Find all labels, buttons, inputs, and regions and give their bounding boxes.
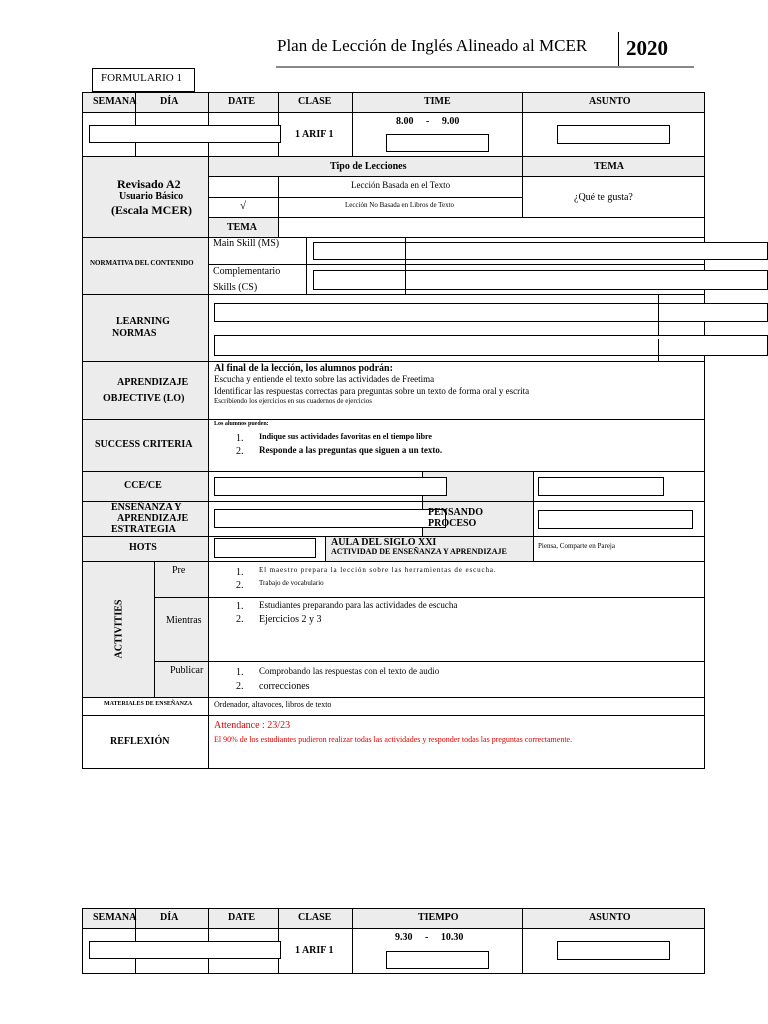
main-skill-label: Main Skill (MS) xyxy=(213,238,280,249)
success-num-2: 2. xyxy=(236,446,244,457)
objective-label-1: APRENDIZAJE xyxy=(117,377,189,388)
main-skill-input[interactable] xyxy=(313,242,768,260)
objective-item-2: Identificar las respuestas correctas para preguntas sobre un texto de forma oral y escrita xyxy=(214,386,530,396)
success-item-1: Indique sus actividades favoritas en el tiempo libre xyxy=(259,432,432,441)
pre-item-1: El maestro prepara la lección sobre las herramientas de escucha. xyxy=(259,566,497,574)
pre-label: Pre xyxy=(172,565,186,576)
publicar-label: Publicar xyxy=(170,665,204,676)
time-input[interactable] xyxy=(386,134,489,152)
asunto-input[interactable] xyxy=(557,125,670,144)
t2-asunto-input[interactable] xyxy=(557,941,670,960)
pensando-label-2: PROCESO xyxy=(428,518,477,529)
t2-col-semana-header: SEMANA xyxy=(93,912,137,923)
ensenanza-label-1: ENSEÑANZA Y xyxy=(111,502,182,513)
publicar-item-2: correcciones xyxy=(259,681,310,692)
t2-col-asunto-header: ASUNTO xyxy=(589,912,631,923)
pensando-input[interactable] xyxy=(538,510,693,529)
cce-input-2[interactable] xyxy=(538,477,664,496)
tema-value: ¿Qué te gusta? xyxy=(574,192,633,203)
complementary-skill-input[interactable] xyxy=(313,270,768,290)
objective-item-1: Escucha y entiende el texto sobre las actividades de Freetima xyxy=(214,374,435,384)
cce-label: CCE/CE xyxy=(124,480,162,491)
page-title: Plan de Lección de Inglés Alineado al MCER xyxy=(277,36,588,55)
publicar-num-1: 1. xyxy=(236,667,244,678)
pre-num-2: 2. xyxy=(236,580,244,591)
publicar-num-2: 2. xyxy=(236,681,244,692)
objective-item-3: Escribiendo los ejercicios en sus cuadernos de ejercicios xyxy=(214,397,373,405)
learning-norma-input-1[interactable] xyxy=(214,303,768,322)
mientras-item-1: Estudiantes preparando para las actividades de escucha xyxy=(259,600,458,610)
normativa-label: NORMATIVA DEL CONTENIDO xyxy=(90,259,194,267)
mientras-num-2: 2. xyxy=(236,614,244,625)
objective-label-2: OBJECTIVE (LO) xyxy=(103,393,185,404)
col-asunto-header: ASUNTO xyxy=(589,96,631,107)
t2-clase-value: 1 ARIF 1 xyxy=(295,945,334,956)
revisado-user: Usuario Básico xyxy=(119,191,184,202)
semana-dia-input[interactable] xyxy=(89,125,281,143)
revisado-scale: (Escala MCER) xyxy=(111,203,192,217)
clase-value: 1 ARIF 1 xyxy=(295,129,334,140)
pre-num-1: 1. xyxy=(236,567,244,578)
materiales-label: MATERIALES DE ENSEÑANZA xyxy=(104,701,193,707)
revisado-level: Revisado A2 xyxy=(117,177,181,191)
mientras-num-1: 1. xyxy=(236,601,244,612)
lesson-type-option-1: Lección Basada en el Texto xyxy=(351,180,451,190)
complementary-skill-label-2: Skills (CS) xyxy=(213,282,258,293)
form-label: FORMULARIO 1 xyxy=(101,72,182,84)
attendance-text: Attendance : 23/23 xyxy=(214,720,291,731)
hots-label: HOTS xyxy=(129,542,157,553)
hots-value: Piensa, Comparte en Pareja xyxy=(538,542,615,550)
col-clase-header: CLASE xyxy=(298,96,332,107)
t2-col-date-header: DATE xyxy=(228,912,256,923)
time-value: 8.00 - 9.00 xyxy=(396,116,460,127)
tema-label: TEMA xyxy=(227,222,257,233)
t2-col-clase-header: CLASE xyxy=(298,912,332,923)
col-semana-header: SEMANA xyxy=(93,96,137,107)
header-divider xyxy=(618,32,619,67)
activities-label: ACTIVITIES xyxy=(113,599,125,659)
strategy-input[interactable] xyxy=(214,509,446,528)
learning-norma-divider-1 xyxy=(658,294,659,339)
materiales-value: Ordenador, altavoces, libros de texto xyxy=(214,700,332,709)
learning-norma-input-2[interactable] xyxy=(214,335,768,356)
t2-col-tiempo-header: TIEMPO xyxy=(418,912,459,923)
pensando-label-1: PENSANDO xyxy=(428,507,484,518)
objective-intro: Al final de la lección, los alumnos podrán: xyxy=(214,363,393,374)
col-dia-header: DÍA xyxy=(160,96,179,107)
success-num-1: 1. xyxy=(236,433,244,444)
reflexion-label: REFLEXIÓN xyxy=(110,736,170,747)
main-skill-divider xyxy=(405,237,406,264)
col-time-header: TIME xyxy=(424,96,451,107)
lesson-type-check[interactable]: √ xyxy=(240,200,247,212)
success-item-2: Responde a las preguntas que siguen a un texto. xyxy=(259,445,443,455)
learning-normas-label-1: LEARNING xyxy=(116,316,170,327)
success-criteria-label: SUCCESS CRITERIA xyxy=(95,439,193,450)
ensenanza-label-3: ESTRATEGIA xyxy=(111,524,176,535)
complementary-skill-label-1: Complementario xyxy=(213,266,281,277)
hots-input[interactable] xyxy=(214,538,316,558)
learning-norma-divider-2 xyxy=(658,339,659,361)
ensenanza-label-2: APRENDIZAJE xyxy=(117,513,189,524)
col-date-header: DATE xyxy=(228,96,256,107)
comp-skill-divider xyxy=(405,264,406,294)
tema-header: TEMA xyxy=(594,161,624,172)
header-rule xyxy=(276,66,694,68)
year-label: 2020 xyxy=(626,36,668,60)
aula-activity-label: ACTIVIDAD DE ENSEÑANZA Y APRENDIZAJE xyxy=(331,547,507,556)
lesson-type-option-2: Lección No Basada en Libros de Texto xyxy=(345,201,455,209)
success-intro: Los alumnos pueden: xyxy=(214,421,269,427)
cce-input[interactable] xyxy=(214,477,447,496)
t2-time-value: 9.30 - 10.30 xyxy=(395,932,464,943)
t2-col-dia-header: DÍA xyxy=(160,912,179,923)
learning-normas-label-2: NORMAS xyxy=(112,328,157,339)
t2-semana-dia-input[interactable] xyxy=(89,941,281,959)
mientras-item-2: Ejercicios 2 y 3 xyxy=(259,614,322,625)
publicar-item-1: Comprobando las respuestas con el texto de audio xyxy=(259,666,440,676)
reflexion-text: El 90% de los estudiantes pudieron realizar todas las actividades y responder todas las preguntas correctamente. xyxy=(214,735,573,744)
pre-item-2: Trabajo de vocabulario xyxy=(259,579,324,587)
mientras-label: Mientras xyxy=(166,615,202,626)
aula-label: AULA DEL SIGLO XXI xyxy=(331,537,437,548)
t2-time-input[interactable] xyxy=(386,951,489,969)
tipo-lecciones-header: Tipo de Lecciones xyxy=(330,161,407,172)
